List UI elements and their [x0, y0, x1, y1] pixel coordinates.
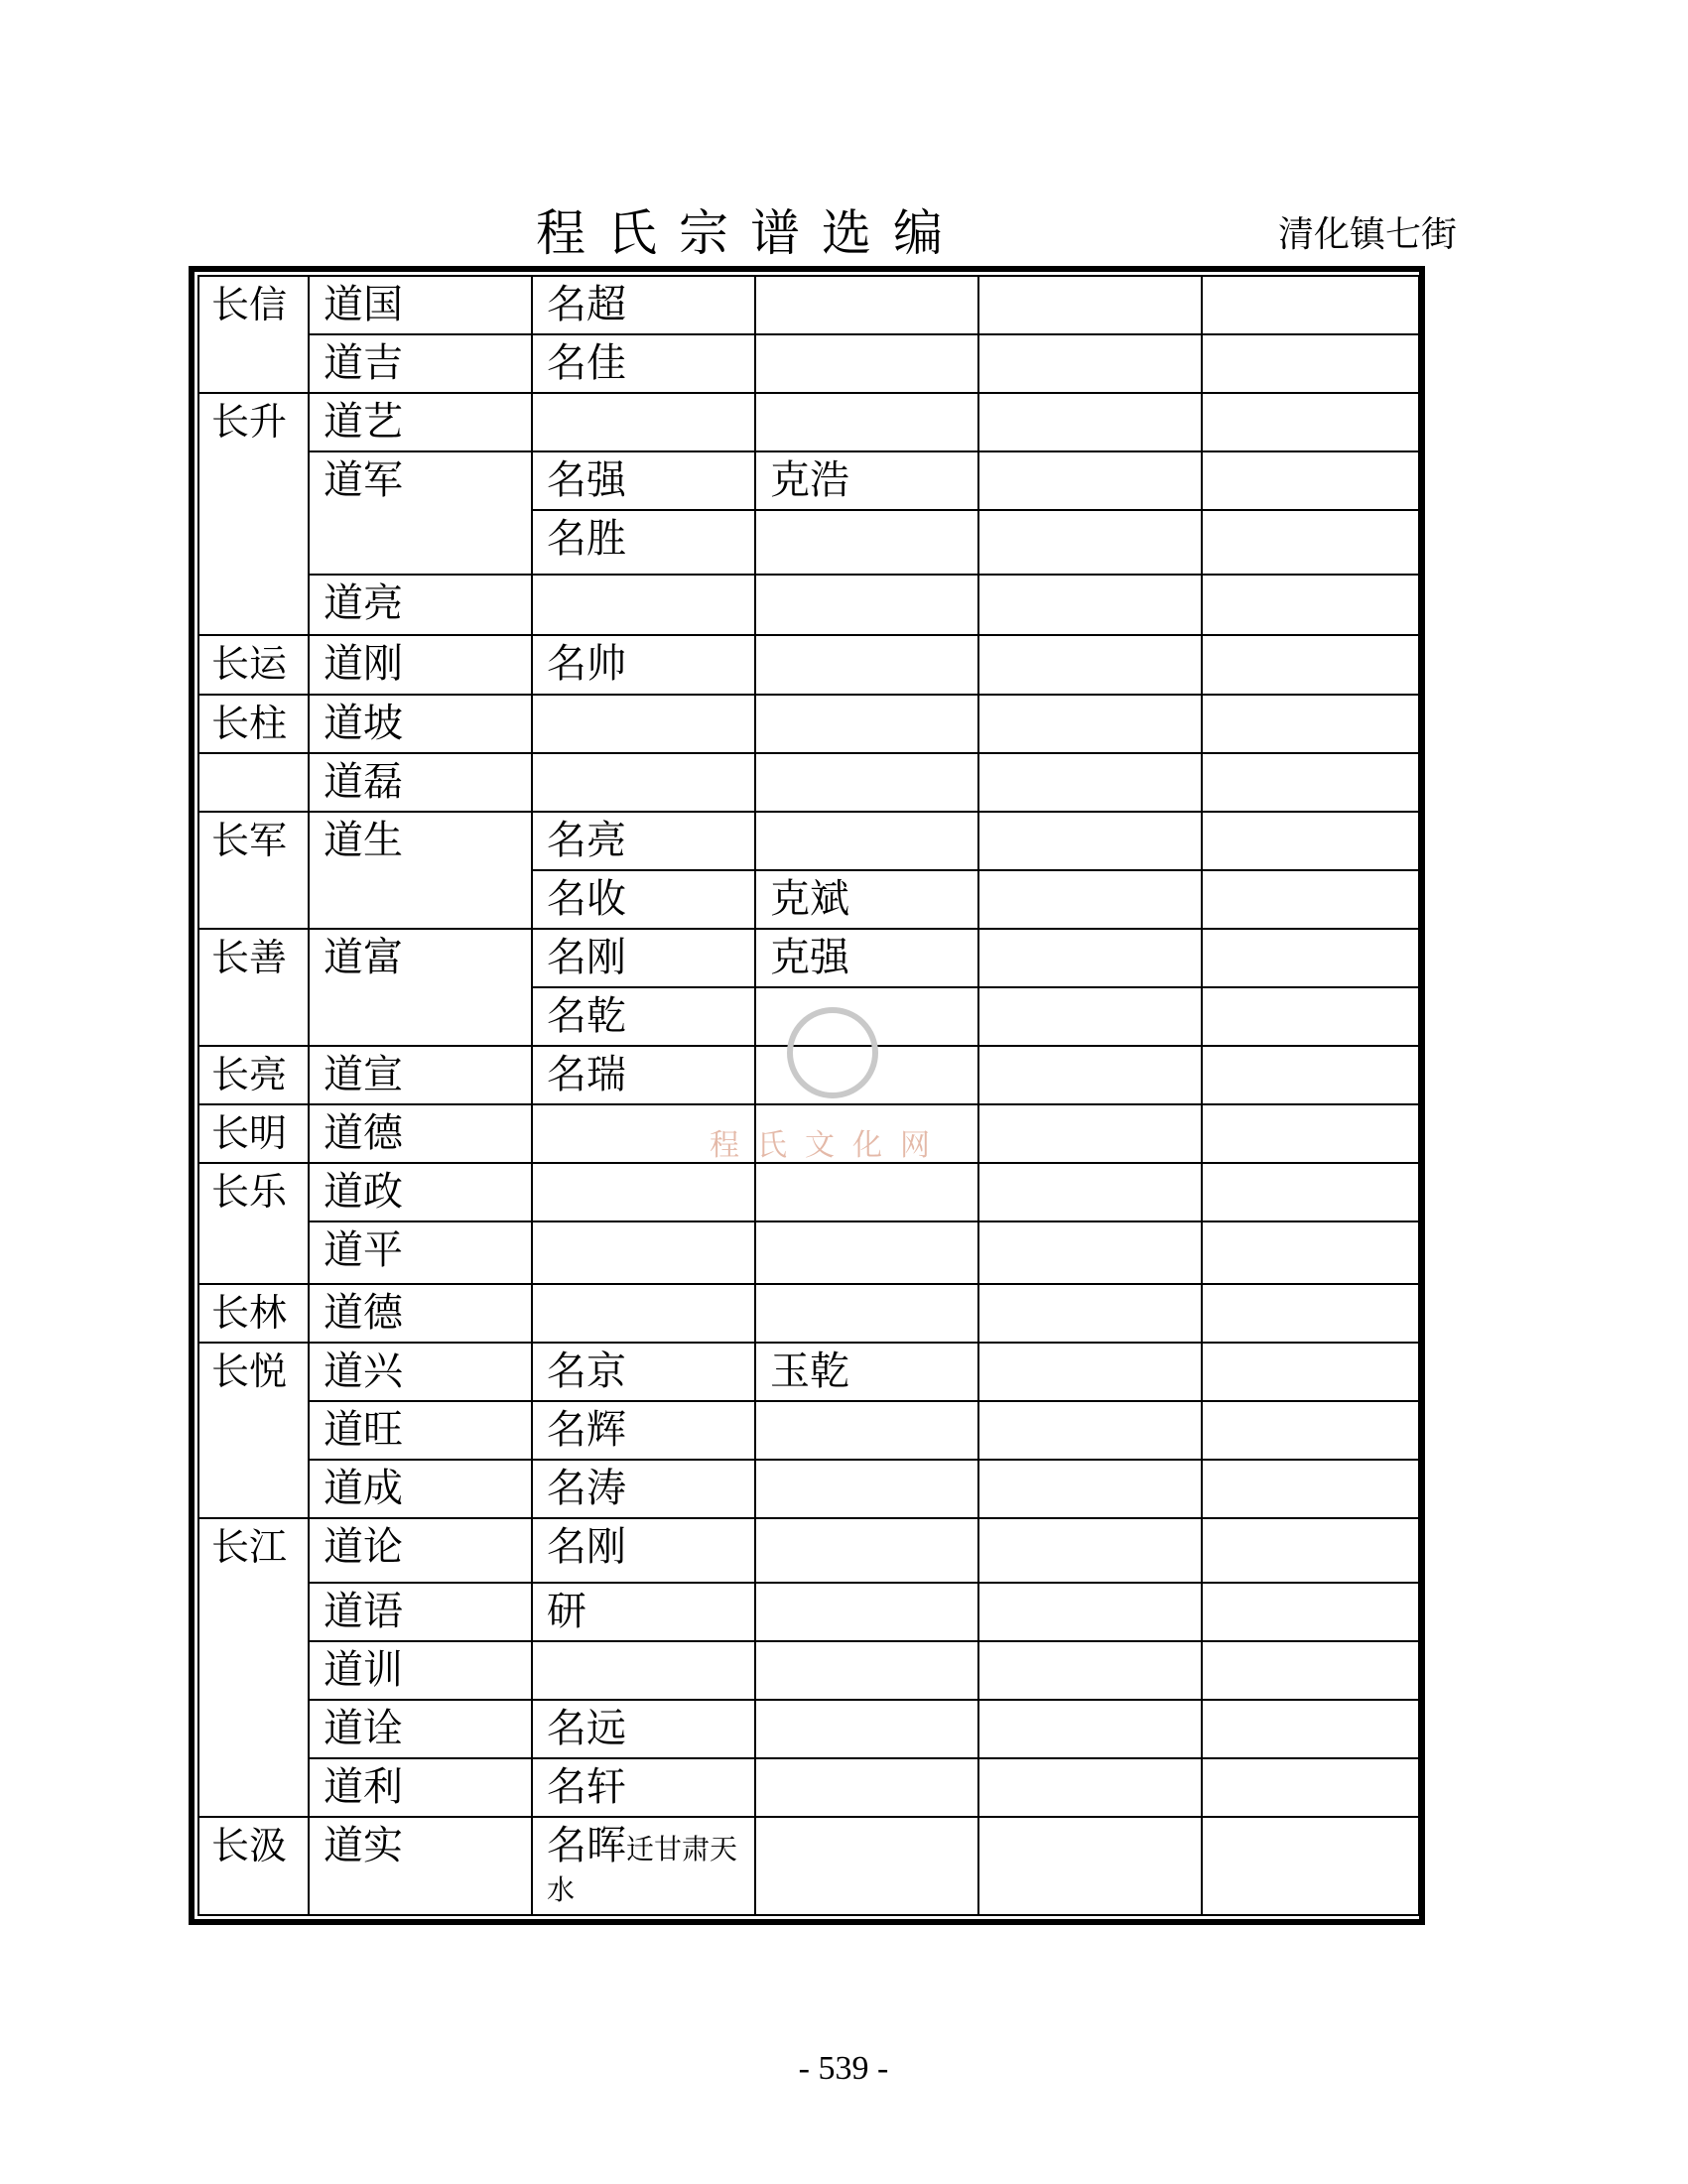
- generation-6-cell: [1202, 1460, 1419, 1518]
- generation-2-cell: 道宣: [309, 1046, 532, 1104]
- generation-3-cell: [532, 695, 755, 753]
- generation-3-cell: 名涛: [532, 1460, 755, 1518]
- table-row: [198, 812, 1419, 870]
- generation-1-cell: 长乐: [198, 1163, 309, 1284]
- table-row: [198, 1046, 1419, 1104]
- generation-3-cell: 名收: [532, 870, 755, 929]
- generation-5-cell: [978, 929, 1202, 987]
- generation-2-cell: 道政: [309, 1163, 532, 1221]
- table-frame: [189, 266, 1425, 1925]
- generation-3-cell: 名轩: [532, 1758, 755, 1817]
- table-row: [198, 1817, 1419, 1915]
- generation-3-cell: [532, 393, 755, 451]
- generation-5-cell: [978, 1758, 1202, 1817]
- generation-6-cell: [1202, 695, 1419, 753]
- generation-5-cell: [978, 510, 1202, 575]
- generation-6-cell: [1202, 510, 1419, 575]
- generation-4-cell: [755, 276, 978, 334]
- table-row: [198, 276, 1419, 334]
- generation-5-cell: [978, 635, 1202, 695]
- generation-5-cell: [978, 276, 1202, 334]
- generation-2-cell: 道语: [309, 1583, 532, 1641]
- table-row: [198, 1518, 1419, 1583]
- generation-6-cell: [1202, 1700, 1419, 1758]
- generation-6-cell: [1202, 929, 1419, 987]
- generation-1-cell: 长信: [198, 276, 309, 393]
- generation-5-cell: [978, 1284, 1202, 1343]
- generation-6-cell: [1202, 1221, 1419, 1284]
- table-row: [198, 1221, 1419, 1284]
- generation-4-cell: [755, 812, 978, 870]
- generation-1-cell: 长林: [198, 1284, 309, 1343]
- generation-1-cell: 长亮: [198, 1046, 309, 1104]
- generation-2-cell: 道利: [309, 1758, 532, 1817]
- generation-3-cell: 名强: [532, 451, 755, 510]
- generation-4-cell: [755, 1641, 978, 1700]
- generation-6-cell: [1202, 1758, 1419, 1817]
- generation-6-cell: [1202, 1163, 1419, 1221]
- generation-1-cell: 长江: [198, 1518, 309, 1817]
- generation-3-cell: [532, 1221, 755, 1284]
- generation-4-cell: [755, 1046, 978, 1104]
- generation-2-cell: 道实: [309, 1817, 532, 1915]
- generation-6-cell: [1202, 753, 1419, 812]
- genealogy-table: [197, 275, 1420, 1916]
- generation-1-cell: 长运: [198, 635, 309, 695]
- generation-2-cell: 道艺: [309, 393, 532, 451]
- generation-6-cell: [1202, 451, 1419, 510]
- generation-5-cell: [978, 812, 1202, 870]
- table-row: [198, 1401, 1419, 1460]
- generation-4-cell: [755, 1401, 978, 1460]
- table-row: [198, 393, 1419, 451]
- page-subtitle: 清化镇七街: [1278, 214, 1458, 255]
- generation-4-cell: 克强: [755, 929, 978, 987]
- generation-3-cell: 名刚: [532, 1518, 755, 1583]
- generation-3-cell: [532, 1104, 755, 1163]
- generation-3-cell: 名刚: [532, 929, 755, 987]
- table-row: [198, 1163, 1419, 1221]
- generation-3-cell: [532, 1163, 755, 1221]
- generation-1-cell: 长善: [198, 929, 309, 1046]
- generation-3-cell: 研: [532, 1583, 755, 1641]
- generation-4-cell: [755, 1284, 978, 1343]
- table-row: [198, 929, 1419, 987]
- generation-3-cell: 名超: [532, 276, 755, 334]
- page-number: - 539 -: [798, 2050, 889, 2087]
- generation-2-cell: 道论: [309, 1518, 532, 1583]
- generation-5-cell: [978, 1046, 1202, 1104]
- generation-1-cell: 长汲: [198, 1817, 309, 1915]
- generation-5-cell: [978, 1401, 1202, 1460]
- generation-1-cell: 长悦: [198, 1343, 309, 1518]
- generation-3-cell: [532, 575, 755, 635]
- generation-5-cell: [978, 575, 1202, 635]
- generation-2-cell: 道磊: [309, 753, 532, 812]
- generation-5-cell: [978, 334, 1202, 393]
- generation-6-cell: [1202, 276, 1419, 334]
- generation-1-cell: 长柱: [198, 695, 309, 753]
- generation-4-cell: [755, 1221, 978, 1284]
- generation-2-cell: 道军: [309, 451, 532, 575]
- generation-6-cell: [1202, 1284, 1419, 1343]
- watermark-text: 程氏文化网: [710, 1128, 948, 1163]
- generation-4-cell: [755, 1460, 978, 1518]
- generation-3-cell: 名瑞: [532, 1046, 755, 1104]
- generation-4-cell: [755, 1104, 978, 1163]
- generation-5-cell: [978, 1817, 1202, 1915]
- generation-2-cell: 道生: [309, 812, 532, 929]
- generation-5-cell: [978, 393, 1202, 451]
- generation-2-cell: 道亮: [309, 575, 532, 635]
- generation-1-cell: 长升: [198, 393, 309, 635]
- generation-5-cell: [978, 1518, 1202, 1583]
- generation-6-cell: [1202, 1104, 1419, 1163]
- generation-4-cell: [755, 334, 978, 393]
- table-row: [198, 575, 1419, 635]
- table-row: [198, 1758, 1419, 1817]
- generation-4-cell: [755, 1583, 978, 1641]
- generation-2-cell: 道富: [309, 929, 532, 1046]
- table-row: [198, 1284, 1419, 1343]
- generation-2-cell: 道吉: [309, 334, 532, 393]
- generation-3-cell: 名胜: [532, 510, 755, 575]
- generation-4-cell: [755, 1817, 978, 1915]
- generation-6-cell: [1202, 334, 1419, 393]
- generation-5-cell: [978, 695, 1202, 753]
- generation-3-cell: [532, 1284, 755, 1343]
- generation-5-cell: [978, 1700, 1202, 1758]
- generation-4-cell: [755, 393, 978, 451]
- generation-6-cell: [1202, 870, 1419, 929]
- generation-3-cell: 名佳: [532, 334, 755, 393]
- generation-5-cell: [978, 1163, 1202, 1221]
- generation-6-cell: [1202, 1401, 1419, 1460]
- table-row: [198, 1343, 1419, 1401]
- generation-4-cell: 克斌: [755, 870, 978, 929]
- generation-2-cell: 道平: [309, 1221, 532, 1284]
- generation-2-cell: 道兴: [309, 1343, 532, 1401]
- generation-6-cell: [1202, 1641, 1419, 1700]
- generation-4-cell: [755, 1700, 978, 1758]
- generation-5-cell: [978, 1104, 1202, 1163]
- generation-5-cell: [978, 1460, 1202, 1518]
- table-row: [198, 451, 1419, 510]
- generation-3-cell: 名远: [532, 1700, 755, 1758]
- generation-6-cell: [1202, 1343, 1419, 1401]
- generation-6-cell: [1202, 812, 1419, 870]
- generation-5-cell: [978, 987, 1202, 1046]
- generation-6-cell: [1202, 1518, 1419, 1583]
- generation-5-cell: [978, 451, 1202, 510]
- page-title: 程氏宗谱选编: [536, 204, 965, 262]
- generation-3-cell: 名帅: [532, 635, 755, 695]
- generation-4-cell: 玉乾: [755, 1343, 978, 1401]
- generation-3-cell: 名辉: [532, 1401, 755, 1460]
- generation-5-cell: [978, 1221, 1202, 1284]
- table-row: [198, 753, 1419, 812]
- generation-1-cell: 长明: [198, 1104, 309, 1163]
- generation-2-cell: 道旺: [309, 1401, 532, 1460]
- generation-3-cell: [532, 753, 755, 812]
- generation-4-cell: [755, 695, 978, 753]
- generation-5-cell: [978, 753, 1202, 812]
- name-text: 名晖: [547, 1823, 626, 1868]
- generation-6-cell: [1202, 1817, 1419, 1915]
- table-row: [198, 1641, 1419, 1700]
- generation-2-cell: 道训: [309, 1641, 532, 1700]
- generation-6-cell: [1202, 575, 1419, 635]
- generation-4-cell: [755, 510, 978, 575]
- generation-5-cell: [978, 870, 1202, 929]
- generation-5-cell: [978, 1343, 1202, 1401]
- generation-3-cell: [532, 1641, 755, 1700]
- table-row: [198, 695, 1419, 753]
- generation-1-cell: 长军: [198, 812, 309, 929]
- table-row: [198, 1460, 1419, 1518]
- generation-2-cell: 道刚: [309, 635, 532, 695]
- generation-3-cell: [532, 1817, 755, 1915]
- generation-6-cell: [1202, 635, 1419, 695]
- migration-note: 迁甘肃天水: [547, 1833, 738, 1906]
- generation-4-cell: [755, 575, 978, 635]
- generation-2-cell: 道德: [309, 1104, 532, 1163]
- generation-6-cell: [1202, 1046, 1419, 1104]
- generation-2-cell: 道国: [309, 276, 532, 334]
- generation-6-cell: [1202, 393, 1419, 451]
- generation-3-cell: 名亮: [532, 812, 755, 870]
- table-row: [198, 334, 1419, 393]
- generation-5-cell: [978, 1641, 1202, 1700]
- table-row: [198, 1583, 1419, 1641]
- generation-2-cell: 道诠: [309, 1700, 532, 1758]
- generation-2-cell: 道坡: [309, 695, 532, 753]
- generation-3-cell: 名京: [532, 1343, 755, 1401]
- generation-4-cell: [755, 1758, 978, 1817]
- generation-2-cell: 道成: [309, 1460, 532, 1518]
- table-row: [198, 1700, 1419, 1758]
- table-row: [198, 635, 1419, 695]
- generation-2-cell: 道德: [309, 1284, 532, 1343]
- generation-4-cell: [755, 635, 978, 695]
- generation-4-cell: 克浩: [755, 451, 978, 510]
- generation-6-cell: [1202, 1583, 1419, 1641]
- generation-4-cell: [755, 1518, 978, 1583]
- generation-4-cell: [755, 1163, 978, 1221]
- generation-6-cell: [1202, 987, 1419, 1046]
- generation-1-cell: [198, 753, 309, 812]
- generation-5-cell: [978, 1583, 1202, 1641]
- generation-3-cell: 名乾: [532, 987, 755, 1046]
- generation-4-cell: [755, 987, 978, 1046]
- table-row: [198, 1104, 1419, 1163]
- generation-4-cell: [755, 753, 978, 812]
